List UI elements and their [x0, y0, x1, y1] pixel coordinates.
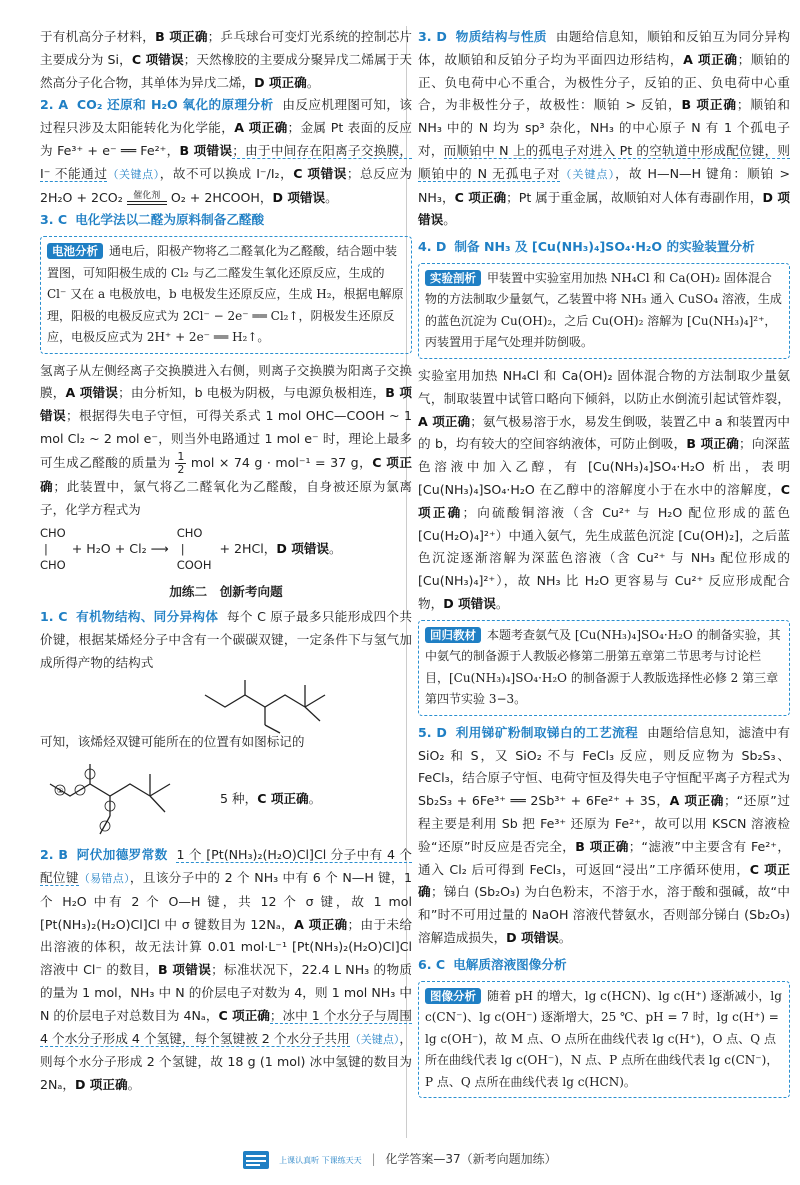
left-column	[40, 26, 412, 1097]
answer-n1-structure-row-2: ① 5 种， C 项正确 。	[40, 754, 412, 844]
right-column	[418, 26, 790, 1104]
textbook-review-tag: 回归教材	[425, 627, 481, 643]
answer-r4-body: 实验室用加热 NH₄Cl 和 Ca(OH)₂ 固体混合物的方法制取少量氨气，制取装置中试管口略向下倾斜，以防止水倒流引起试管炸裂，A 项正确；氨气极易溶于水，易发生倒吸，装置乙中 a 和装置丙中的 b，均有较大的空间容纳液体，可防止倒吸，B 项正确；向深蓝色溶液中加入乙醇，有 [Cu(NH₃)₄]SO₄·H₂O 析出，表明 [Cu(NH₃)₄]SO₄·H₂O 在乙醇中的溶解度小于在水中的溶解度，C 项正确；向硫酸铜溶液（含 Cu²⁺ 与 H₂O 配位形成的蓝色 [Cu(H₂O)₄]²⁺）中通入氨气，先生成蓝色沉淀 [Cu(OH)₂]，之后蓝色沉淀逐渐溶解为深蓝色溶液（含 Cu²⁺ 与 NH₃ 配位形成的 [Cu(NH₃)₄]²⁺），故 NH₃ 比 H₂O 更容易与 Cu²⁺ 反应形成配合物，D 项错误。	[418, 367, 791, 611]
svg-text:①: ①	[57, 787, 64, 796]
answer-q1-continued: 于有机高分子材料，B 项正确；乒乓球台可变灯光系统的控制芯片主要成分为 Si，C 项错误；天然橡胶的主要成分聚异戊二烯属于天然高分子化合物，其单体为异戊二烯，D 项正确。	[40, 29, 413, 90]
fraction-half: $\frac{1}{2}$	[177, 449, 185, 476]
answer-r6-header: 6. C 电解质溶液图像分析	[418, 956, 567, 972]
page-label: 化学答案—37（新考向题加练）	[385, 1152, 557, 1166]
answer-q3-header: 3. C 电化学法以二醛为原料制备乙醛酸	[40, 212, 265, 228]
footer-logo-text: 上课认真听 下课练天天	[279, 1156, 362, 1165]
answer-n2: 2. B 阿伏加德罗常数 1 个 [Pt(NH₃)₂(H₂O)Cl]Cl 分子中有 4 个配位键（易错点），且该分子中的 2 个 NH₃ 中有 6 个 N—H 键，1 个 H₂O 中有 2 个 O—H 键，共 12 个 σ 键，故 1 mol [Pt(NH₃)₂(H₂O)Cl]Cl 中 σ 键数目为 12Nₐ，A 项正确；由于未给出溶液的体积，故无法计算 0.01 mol·L⁻¹ [Pt(NH₃)₂(H₂O)Cl]Cl 溶液中 Cl⁻ 的数目，B 项错误；标准状况下，22.4 L NH₃ 的物质的量为 1 mol，NH₃ 中 N 的价层电子对数为 4，则 1 mol NH₃ 中 N 的价层电子对总数目为 4Nₐ，C 项正确；冰中 1 个水分子与周围 4 个水分子形成 4 个氢键，每个氢键被 2 个水分子共用（关键点），则每个水分子形成 2 个氢键，故 18 g (1 mol) 冰中氢键的数目为 2Nₐ，D 项正确。	[40, 847, 413, 1093]
answer-q3-body: 氢离子从左侧经离子交换膜进入右侧，则离子交换膜为阳离子交换膜，A 项错误；由分析知，b 电极为阴极，与电源负极相连，B 项错误；根据得失电子守恒，可得关系式 1 mol OHC—COOH ~ 1 mol Cl₂ ~ 2 mol e⁻，则当外电路通过 1 mol e⁻ 时，理论上最多可生成乙醛酸的质量为 $\frac{1}{2}$ mol × 74 g · mol⁻¹ = 37 g，C 项正确；此装置中，氯气将乙二醛氧化为乙醛酸，自身被还原为氯离子，化学方程式为	[40, 362, 413, 517]
answer-n1-cont	[40, 707, 412, 730]
answer-q2: 2. A CO₂ 还原和 H₂O 氧化的原理分析 由反应机理图可知，该过程只涉及太阳能转化为化学能，A 项正确；金属 Pt 表面的反应为 Fe³⁺ + e⁻ ══ Fe²⁺，B 项错误；由于中间存在阳离子交换膜，I⁻ 不能通过（关键点），故不可以换成 I⁻/I₂，C 项错误；总反应为 2H₂O + 2CO₂ 催化剂 O₂ + 2HCOOH，D 项错误。	[40, 97, 413, 205]
publisher-logo	[243, 1151, 269, 1169]
experiment-analysis-box: 实验剖析 甲装置中实验室用加热 NH₄Cl 和 Ca(OH)₂ 固体混合物的方法制取少量氨气，乙装置中将 NH₃ 通入 CuSO₄ 溶液，生成的蓝色沉淀为 Cu(OH)₂，之后 Cu(OH)₂ 溶解为 [Cu(NH₃)₄]²⁺，丙装置用于尾气处理并防倒吸。	[418, 263, 790, 359]
answer-n1: 1. C 有机物结构、同分异构体 每个 C 原子最多只能形成四个共价键，根据某烯烃分子中含有一个碳碳双键，一定条件下与氢气加成所得产物的结构式	[40, 609, 412, 670]
catalyst-label: 催化剂	[133, 191, 161, 202]
battery-analysis-tag: 电池分析	[47, 243, 103, 259]
page-footer: 上课认真听 下课练天天 | 化学答案—37（新考向题加练）	[0, 1150, 800, 1169]
answer-n1-structure-row: 可知，该烯烃双键可能所在的位置有如图标记的	[40, 734, 305, 750]
answer-r3: 3. D 物质结构与性质 由题给信息知，顺铂和反铂互为同分异构体，故顺铂和反铂分子均为平面四边形结构，A 项正确；顺铂的正、负电荷中心不重合，为极性分子，反铂的正、负电荷中心重合，为非极性分子，故极性：顺铂 > 反铂，B 项正确；顺铂和 NH₃ 中的 N 均为 sp³ 杂化，NH₃ 的中心原子 N 有 1 个孤电子对，而顺铂中 N 上的孤电子对进入 Pt 的空轨道中形成配位键，则顺铂中的 N 无孤电子对（关键点），故 H—N—H 键角：顺铂 > NH₃，C 项正确；Pt 属于重金属，故顺铂对人体有毒副作用，D 项错误。	[418, 29, 791, 228]
battery-analysis-box: 电池分析 通电后，阳极产物将乙二醛氧化为乙醛酸，结合题中装置图，可知阳极生成的 Cl₂ 与乙二醛发生氧化还原反应，生成的 Cl⁻ 又在 a 电极放电，b 电极发生还原反应，生成 H₂，根据电解原理，阳极的电极反应式为 2Cl⁻ − 2e⁻ ══ Cl₂↑，阴极发生还原反应，电极反应式为 2H⁺ + 2e⁻ ══ H₂↑。	[40, 236, 412, 354]
experiment-analysis-tag: 实验剖析	[425, 270, 481, 286]
answer-r4-header: 4. D 制备 NH₃ 及 [Cu(NH₃)₄]SO₄·H₂O 的实验装置分析	[418, 239, 755, 255]
graph-analysis-box: 图像分析 随着 pH 的增大，lg c(HCN)、lg c(H⁺) 逐渐减小，lg c(CN⁻)、lg c(OH⁻) 逐渐增大，25 ℃、pH = 7 时，lg c(H⁺) = lg c(OH⁻)，故 M 点、O 点所在曲线代表 lg c(H⁺)，O 点、Q 点所在曲线代表 lg c(OH⁻)，N 点、P 点所在曲线代表 lg c(CN⁻)，P 点、Q 点所在曲线代表 lg c(HCN)。	[418, 981, 790, 1099]
section-title: 加练二 创新考向题	[169, 584, 283, 600]
graph-analysis-tag: 图像分析	[425, 988, 481, 1004]
textbook-review-box: 回归教材 本题考查氨气及 [Cu(NH₃)₄]SO₄·H₂O 的制备实验，其中氨气的制备源于人教版必修第二册第五章第二节思考与讨论栏目，[Cu(NH₃)₄]SO₄·H₂O 的制备源于人教版选择性必修 2 第三章第四节实验 3−3。	[418, 620, 790, 716]
marked-structure-icon	[40, 754, 190, 844]
chemical-equation: CHO | CHO + H₂O + Cl₂ ⟶ CHO | COOH + 2HCl， D 项错误 。	[40, 526, 342, 573]
answer-r5: 5. D 利用锑矿粉制取锑白的工艺流程 由题给信息知，滤渣中有 SiO₂ 和 S，又 SiO₂ 不与 FeCl₃ 反应，则反应物为 Sb₂S₃、FeCl₃，结合原子守恒、电荷守恒及得失电子守恒配平离子方程式为 Sb₂S₃ + 6Fe³⁺ ══ 2Sb³⁺ + 6Fe²⁺ + 3S，A 项正确；“还原”过程主要是利用 Sb 把 Fe³⁺ 还原为 Fe²⁺，故可以用 KSCN 溶液检验“还原”时反应是否完全，B 项正确；“滤液”中主要含有 Fe²⁺，通入 Cl₂ 后可得到 FeCl₃，可返回“浸出”工序循环使用，C 项正确；锑白 (Sb₂O₃) 为白色粉末，不溶于水，溶于酸和强碱，故“中和”时不可用过量的 NaOH 溶液代替氨水，否则部分锑白 (Sb₂O₃) 溶解造成损失，D 项错误。	[418, 724, 791, 945]
